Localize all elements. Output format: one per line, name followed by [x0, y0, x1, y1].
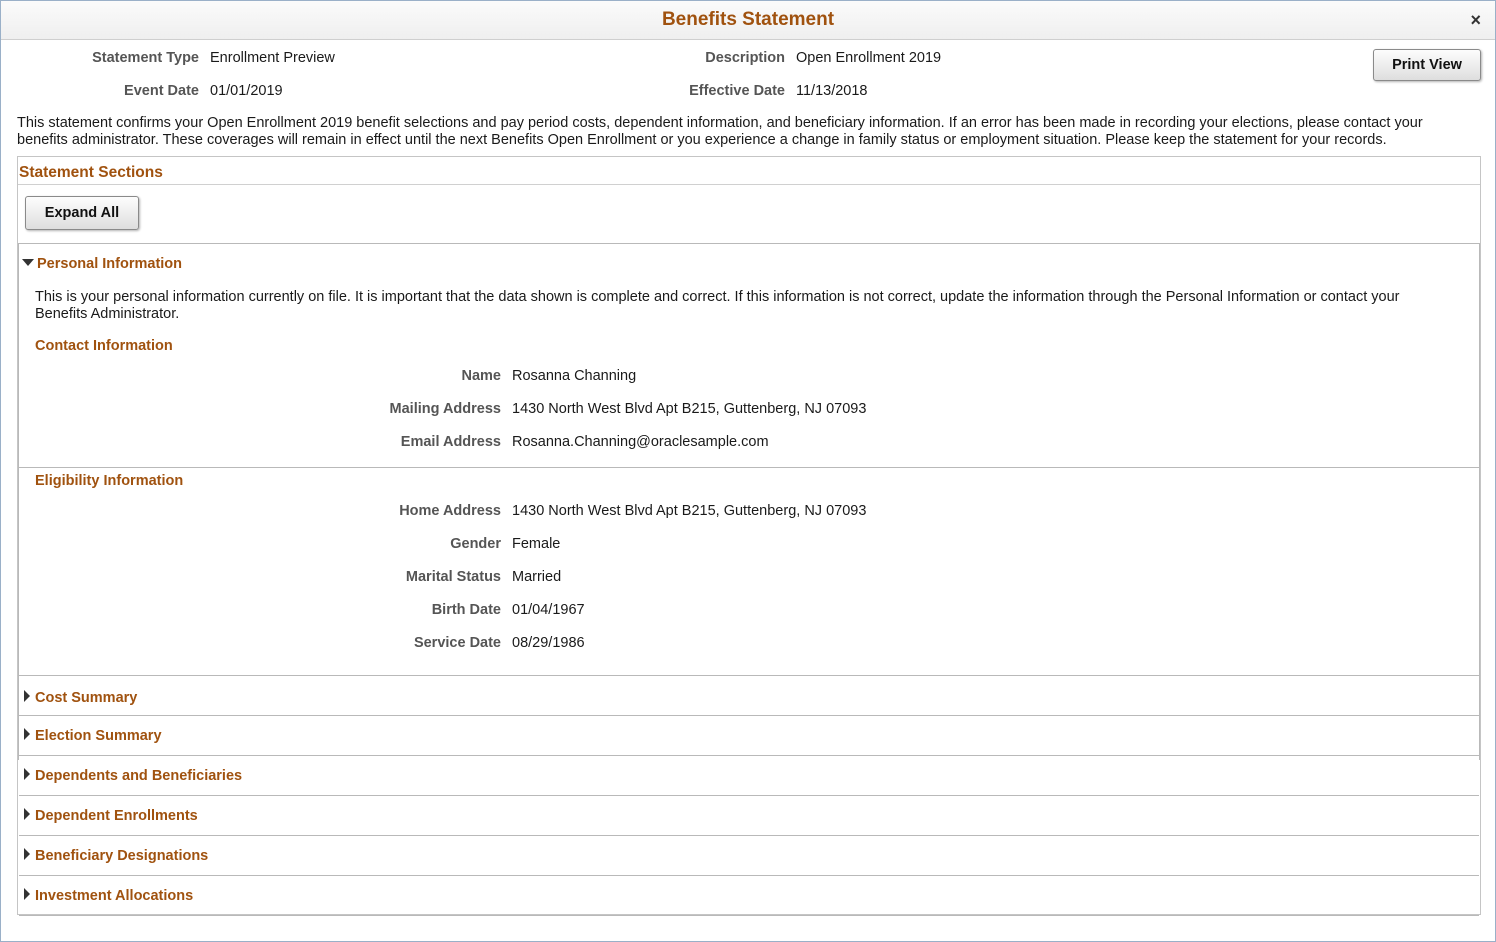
personal-information-toggle[interactable]	[22, 256, 182, 272]
beneficiary-designations-label: Beneficiary Designations	[35, 848, 209, 864]
gender-value: Female	[512, 536, 561, 552]
service-date-label: Service Date	[413, 635, 501, 651]
triangle-right-icon	[24, 888, 30, 900]
mailing-address-value: 1430 North West Blvd Apt B215, Guttenberg, NJ 07093	[512, 401, 867, 417]
effective-date-label: Effective Date	[689, 83, 785, 99]
election-summary-label: Election Summary	[35, 728, 162, 744]
triangle-right-icon	[24, 728, 30, 740]
cost-summary-label: Cost Summary	[35, 690, 138, 706]
statement-sections-header	[18, 157, 1480, 185]
description-value: Open Enrollment 2019	[796, 50, 942, 66]
event-date-label: Event Date	[124, 83, 199, 99]
cost-summary-section[interactable]	[19, 675, 1479, 715]
name-label: Name	[461, 368, 501, 384]
cost-summary-toggle[interactable]	[24, 690, 137, 706]
triangle-right-icon	[24, 808, 30, 820]
personal-information-section	[18, 243, 1480, 904]
statement-sections-title: Statement Sections	[19, 164, 163, 181]
birth-date-label: Birth Date	[431, 602, 501, 618]
home-address-label: Home Address	[399, 503, 501, 519]
investment-allocations-label: Investment Allocations	[35, 888, 194, 904]
statement-type-value: Enrollment Preview	[210, 50, 335, 66]
event-date-value: 01/01/2019	[210, 83, 283, 99]
dependents-beneficiaries-label: Dependents and Beneficiaries	[35, 768, 243, 784]
effective-date-value: 11/13/2018	[796, 83, 868, 99]
close-icon[interactable]: ×	[1470, 10, 1481, 30]
name-value: Rosanna Channing	[512, 368, 637, 384]
triangle-down-icon	[22, 259, 34, 266]
dependent-enrollments-label: Dependent Enrollments	[35, 808, 198, 824]
contact-information-title: Contact Information	[35, 338, 173, 354]
print-view-button[interactable]: Print View	[1373, 49, 1481, 81]
eligibility-information-title: Eligibility Information	[35, 473, 184, 489]
election-summary-section[interactable]	[19, 715, 1479, 755]
triangle-right-icon	[24, 690, 30, 702]
mailing-address-label: Mailing Address	[389, 401, 501, 417]
marital-status-label: Marital Status	[405, 569, 501, 585]
election-summary-toggle[interactable]	[24, 728, 162, 744]
personal-information-label: Personal Information	[37, 256, 183, 272]
birth-date-value: 01/04/1967	[512, 602, 585, 618]
description-label: Description	[705, 50, 785, 66]
statement-sections	[17, 156, 1481, 915]
beneficiary-designations-section[interactable]	[19, 835, 1479, 875]
dependent-enrollments-section[interactable]	[19, 795, 1479, 835]
triangle-right-icon	[24, 768, 30, 780]
beneficiary-designations-toggle[interactable]	[24, 848, 208, 864]
service-date-value: 08/29/1986	[512, 635, 585, 651]
dependents-beneficiaries-section[interactable]	[19, 755, 1479, 795]
expand-all-button[interactable]: Expand All	[25, 196, 139, 230]
investment-allocations-toggle[interactable]	[24, 888, 193, 904]
gender-label: Gender	[450, 536, 501, 552]
dialog-titlebar	[1, 1, 1495, 40]
email-address-value: Rosanna.Channing@oraclesample.com	[512, 434, 769, 450]
investment-allocations-section[interactable]	[19, 875, 1479, 916]
marital-status-value: Married	[512, 569, 562, 585]
dependents-beneficiaries-toggle[interactable]	[24, 768, 242, 784]
home-address-value: 1430 North West Blvd Apt B215, Guttenberg, NJ 07093	[512, 503, 867, 519]
dialog-title: Benefits Statement	[661, 9, 835, 30]
dependent-enrollments-toggle[interactable]	[24, 808, 198, 824]
triangle-right-icon	[24, 848, 30, 860]
email-address-label: Email Address	[400, 434, 501, 450]
personal-information-text: This is your personal information currently on file. It is important that the data shown is complete and correct. If this information is not correct, update the information through the Personal Information or contact your Benefits Administrator.	[35, 289, 1400, 322]
statement-type-label: Statement Type	[92, 50, 199, 66]
section-divider	[19, 467, 1479, 468]
intro-text: This statement confirms your Open Enrollment 2019 benefit selections and pay period costs, dependent information, and beneficiary information. If an error has been made in recording your elections, please contact your benefits administrator. These coverages will remain in effect until the next Benefits Open Enrollment or you experience a change in family status or employment situation. Please keep the statement for your records.	[17, 115, 1423, 148]
